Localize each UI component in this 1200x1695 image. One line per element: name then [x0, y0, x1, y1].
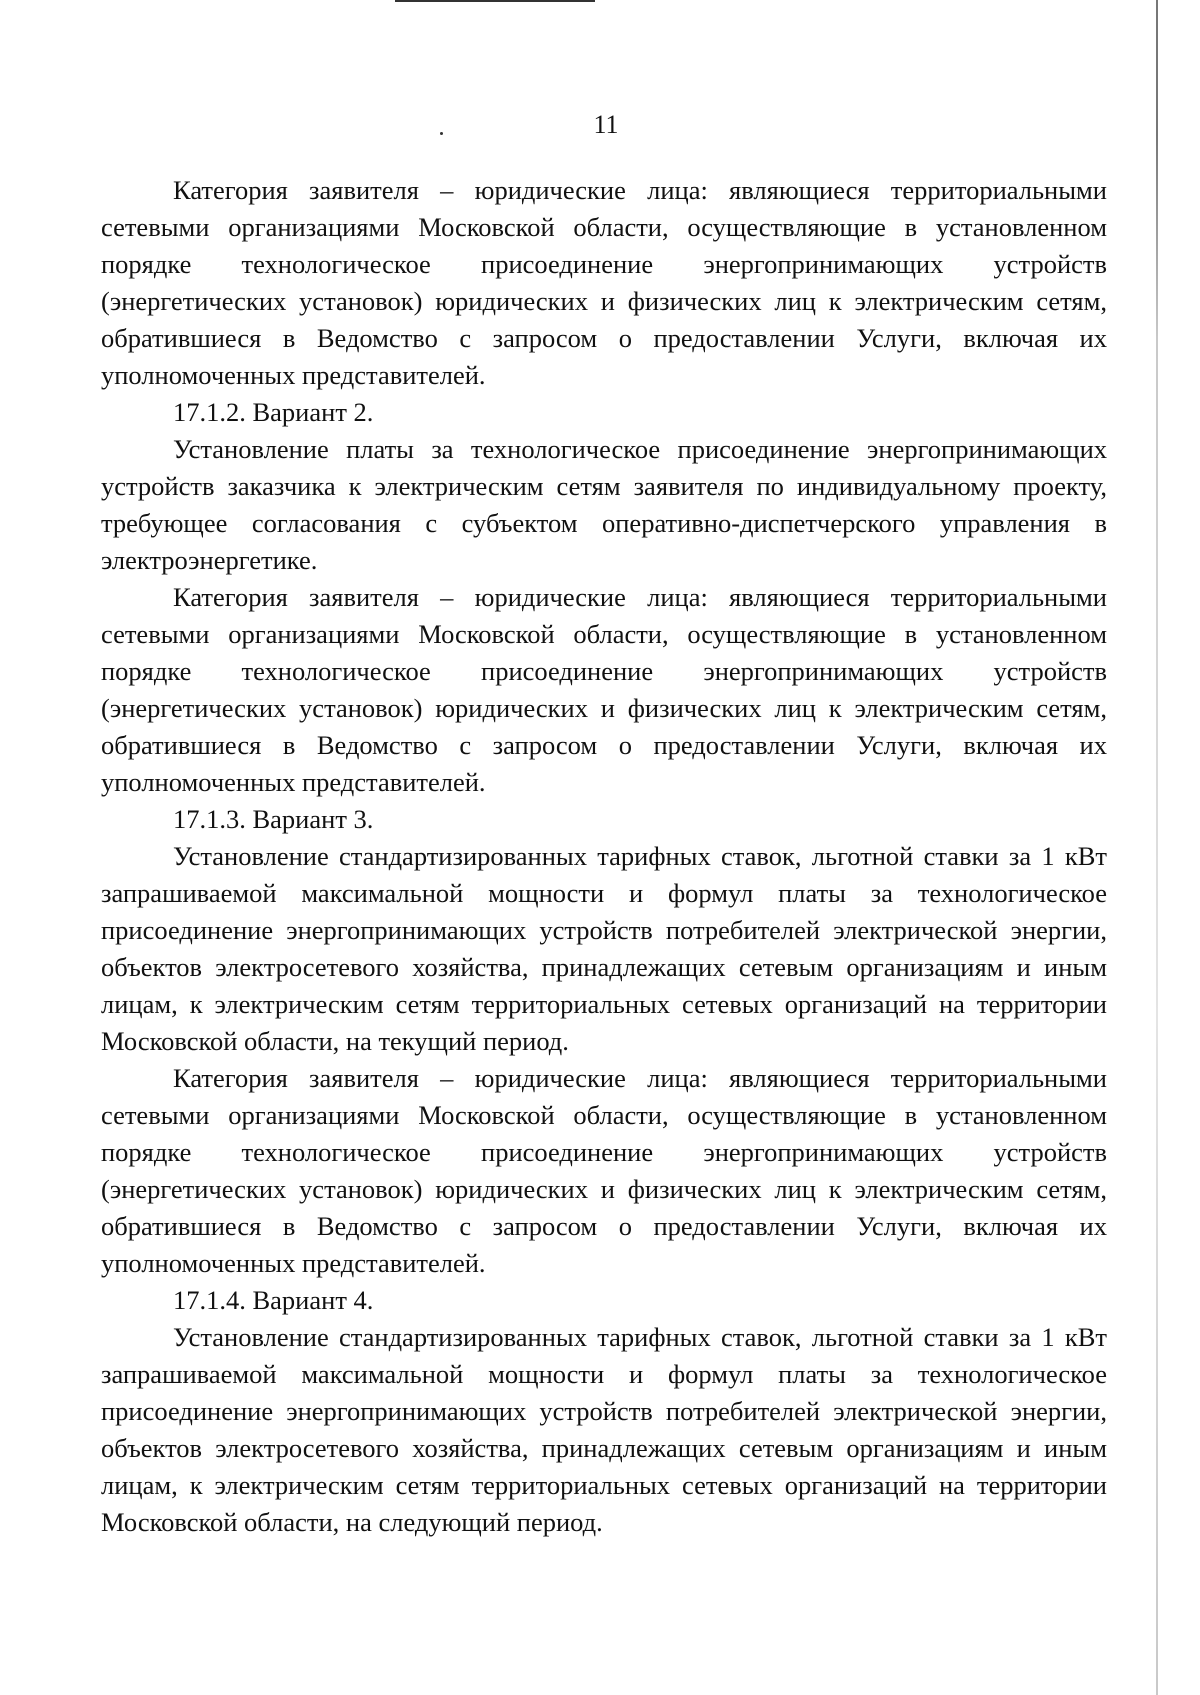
paragraph-variant-2-description: Установление платы за технологическое присоединение энергопринимающих устройств заказчика к электрическим сетям заявителя по индивидуальному проекту, требующее согласования с субъектом оперативно-диспетчерского управления в электроэнергетике. [101, 434, 1107, 575]
paragraph-variant-3-description: Установление стандартизированных тарифных ставок, льготной ставки за 1 кВт запрашиваемой максимальной мощности и формул платы за технологическое присоединение энергопринимающих устройств потребителей электрической энергии, объектов электросетевого хозяйства, принадлежащих сетевым организациям и иным лицам, к электрическим сетям территориальных сетевых организаций на территории Московской области, на текущий период. [101, 841, 1107, 1056]
paragraph-variant-4-description: Установление стандартизированных тарифных ставок, льготной ставки за 1 кВт запрашиваемой максимальной мощности и формул платы за технологическое присоединение энергопринимающих устройств потребителей электрической энергии, объектов электросетевого хозяйства, принадлежащих сетевым организациям и иным лицам, к электрическим сетям территориальных сетевых организаций на территории Московской области, на следующий период. [101, 1322, 1107, 1537]
document-body [101, 172, 1107, 1541]
scan-edge-top [395, 0, 595, 2]
paragraph-applicant-category: Категория заявителя – юридические лица: являющиеся территориальными сетевыми организациями Московской области, осуществляющие в установленном порядке технологическое присоединение энергопринимающих устройств (энергетических установок) юридических и физических лиц к электрическим сетям, обратившиеся в Ведомство с запросом о предоставлении Услуги, включая их уполномоченных представителей. [101, 175, 1107, 390]
section-heading-variant-4: 17.1.4. Вариант 4. [173, 1285, 374, 1315]
section-heading-variant-3: 17.1.3. Вариант 3. [173, 804, 374, 834]
paragraph-applicant-category: Категория заявителя – юридические лица: являющиеся территориальными сетевыми организациями Московской области, осуществляющие в установленном порядке технологическое присоединение энергопринимающих устройств (энергетических установок) юридических и физических лиц к электрическим сетям, обратившиеся в Ведомство с запросом о предоставлении Услуги, включая их уполномоченных представителей. [101, 582, 1107, 797]
section-heading-variant-2: 17.1.2. Вариант 2. [173, 397, 374, 427]
page-number: 11 [593, 110, 619, 139]
scan-edge-right [1156, 0, 1158, 1695]
paragraph-applicant-category: Категория заявителя – юридические лица: являющиеся территориальными сетевыми организациями Московской области, осуществляющие в установленном порядке технологическое присоединение энергопринимающих устройств (энергетических установок) юридических и физических лиц к электрическим сетям, обратившиеся в Ведомство с запросом о предоставлении Услуги, включая их уполномоченных представителей. [101, 1063, 1107, 1278]
